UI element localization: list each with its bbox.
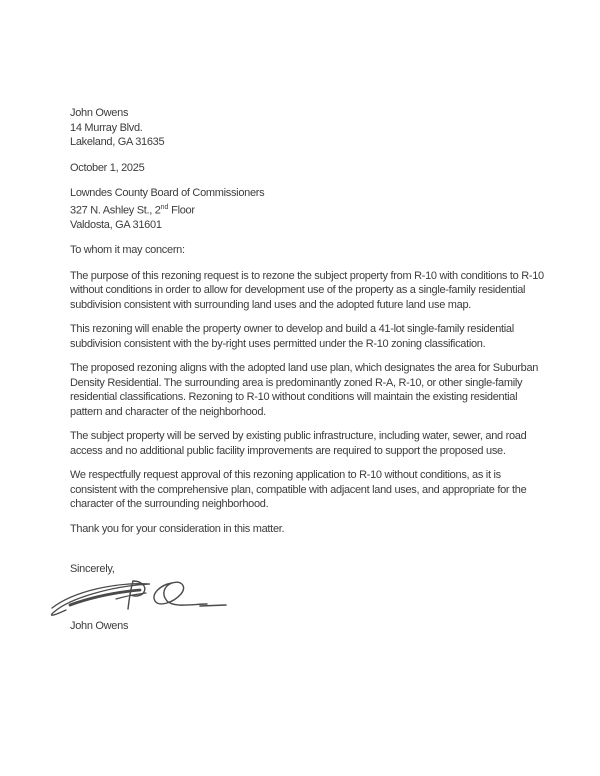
- closing-thanks: Thank you for your consideration in this matter.: [70, 522, 285, 535]
- recipient-street: [70, 201, 546, 218]
- body-paragraph-4: The subject property will be served by existing public infrastructure, including water, sewer, and road access and no additional public facility improvements are required to support the proposed use.: [70, 430, 527, 457]
- letter-body: [70, 106, 546, 633]
- recipient-street-ordinal: nd: [160, 203, 169, 211]
- salutation: To whom it may concern:: [70, 244, 185, 257]
- letter-date: October 1, 2025: [70, 161, 145, 174]
- recipient-street-prefix: 327 N. Ashley St., 2: [70, 204, 161, 217]
- recipient-address-block: [70, 186, 546, 232]
- sender-address-block: [70, 106, 546, 150]
- valediction: Sincerely,: [70, 563, 115, 576]
- recipient-city-state-zip: Valdosta, GA 31601: [70, 218, 162, 231]
- body-paragraph-3: The proposed rezoning aligns with the adopted land use plan, which designates the area for Suburban Density Residential. The surrounding area is predominantly zoned R-A, R-10, or other single-family residential classifications. Rezoning to R-10 without conditions will maintain the existing residential pattern and character of the neighborhood.: [70, 362, 539, 418]
- body-paragraph-1: The purpose of this rezoning request is to rezone the subject property from R-10 with conditions to R-10 without conditions in order to allow for development use of the property as a single-family residential subdivision consistent with surrounding land uses and the adopted future land use map.: [70, 269, 544, 311]
- typed-signer-name: John Owens: [70, 619, 129, 632]
- handwritten-signature-image: [44, 579, 546, 621]
- body-paragraph-5: We respectfully request approval of this rezoning application to R-10 without conditions, as it is consistent with the comprehensive plan, compatible with adjacent land uses, and appropriate for the character of the surrounding neighborhood.: [70, 469, 527, 511]
- recipient-street-suffix: Floor: [168, 204, 195, 217]
- sender-name: John Owens: [70, 107, 129, 119]
- sender-city-state-zip: Lakeland, GA 31635: [70, 136, 165, 148]
- recipient-name: Lowndes County Board of Commissioners: [70, 187, 265, 199]
- body-paragraph-2: This rezoning will enable the property owner to develop and build a 41-lot single-family residential subdivision consistent with the by-right uses permitted under the R-10 zoning classification.: [70, 323, 514, 350]
- sender-street: 14 Murray Blvd.: [70, 121, 143, 134]
